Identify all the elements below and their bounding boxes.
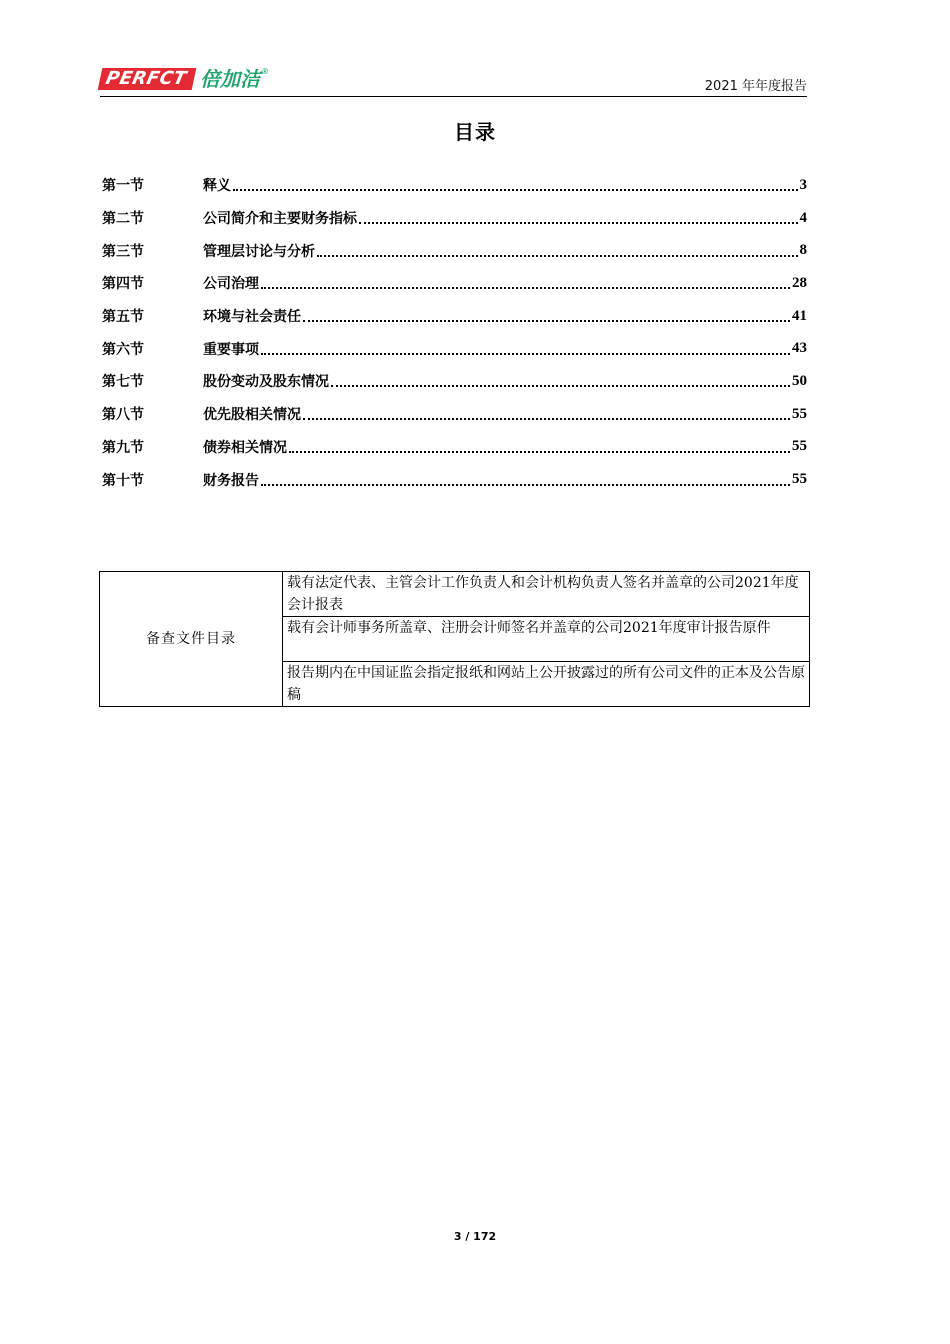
- toc-section-number: 第三节: [102, 243, 144, 260]
- toc-leader: [261, 484, 790, 486]
- toc-leader: [303, 320, 790, 322]
- page-title: 目录: [454, 120, 496, 144]
- reference-docs-label: 备查文件目录: [100, 572, 283, 707]
- toc-leader: [303, 418, 790, 420]
- toc-section-title: 公司简介和主要财务指标: [203, 211, 357, 228]
- toc-section-number: 第十节: [102, 472, 144, 489]
- toc-section-number: 第六节: [102, 341, 144, 358]
- toc-section-number: 第八节: [102, 407, 144, 424]
- toc-entry[interactable]: [102, 169, 807, 202]
- toc-leader: [359, 222, 798, 224]
- toc-page-number: 3: [799, 176, 807, 193]
- toc-section-number: 第五节: [102, 309, 144, 326]
- toc-page-number: 55: [792, 438, 807, 455]
- toc-entry[interactable]: [102, 234, 807, 267]
- toc-section-title: 股份变动及股东情况: [203, 374, 329, 391]
- toc-page-number: 8: [799, 242, 807, 259]
- toc-page-number: 41: [792, 307, 807, 324]
- toc-leader: [261, 353, 790, 355]
- toc-leader: [233, 189, 798, 191]
- logo-en: PERFCT: [98, 68, 197, 90]
- toc-section-title: 环境与社会责任: [203, 309, 301, 326]
- reference-doc-item: 报告期内在中国证监会指定报纸和网站上公开披露过的所有公司文件的正本及公告原稿: [283, 662, 810, 707]
- toc-section-title: 公司治理: [203, 276, 259, 293]
- toc-leader: [289, 451, 790, 453]
- toc-entry[interactable]: [102, 463, 807, 496]
- toc-page-number: 28: [792, 274, 807, 291]
- toc-entry[interactable]: [102, 300, 807, 333]
- toc-entry[interactable]: [102, 431, 807, 464]
- page-header: [100, 62, 807, 97]
- toc-entry[interactable]: [102, 365, 807, 398]
- toc-section-number: 第二节: [102, 211, 144, 228]
- toc-entry[interactable]: [102, 332, 807, 365]
- logo-cn: 倍加洁: [200, 67, 261, 91]
- toc-section-number: 第一节: [102, 178, 144, 195]
- toc-section-title: 重要事项: [203, 341, 259, 358]
- toc-section-number: 第九节: [102, 439, 144, 456]
- toc-page-number: 55: [792, 471, 807, 488]
- toc-section-title: 释义: [203, 178, 231, 195]
- toc-entry[interactable]: [102, 202, 807, 235]
- toc-leader: [331, 385, 790, 387]
- toc-entry[interactable]: [102, 267, 807, 300]
- logo-registered-mark: ®: [261, 67, 270, 76]
- company-logo: [100, 64, 269, 94]
- reference-doc-item: 载有法定代表、主管会计工作负责人和会计机构负责人签名并盖章的公司2021年度会计报表: [283, 572, 810, 617]
- toc-entry[interactable]: [102, 398, 807, 431]
- toc-page-number: 55: [792, 405, 807, 422]
- toc-section-title: 管理层讨论与分析: [203, 243, 315, 260]
- toc-section-number: 第四节: [102, 276, 144, 293]
- table-of-contents: [102, 169, 807, 496]
- report-title: 2021 年年度报告: [704, 79, 807, 94]
- toc-page-number: 43: [792, 340, 807, 357]
- page-number: 3 / 172: [453, 1230, 497, 1243]
- toc-leader: [317, 255, 798, 257]
- toc-section-number: 第七节: [102, 374, 144, 391]
- toc-page-number: 4: [799, 209, 807, 226]
- table-row: [100, 572, 810, 617]
- toc-section-title: 债券相关情况: [203, 439, 287, 456]
- toc-section-title: 优先股相关情况: [203, 407, 301, 424]
- toc-section-title: 财务报告: [203, 472, 259, 489]
- reference-documents-table: [99, 571, 810, 707]
- toc-page-number: 50: [792, 372, 807, 389]
- reference-doc-item: 载有会计师事务所盖章、注册会计师签名并盖章的公司2021年度审计报告原件: [283, 617, 810, 662]
- toc-leader: [261, 287, 790, 289]
